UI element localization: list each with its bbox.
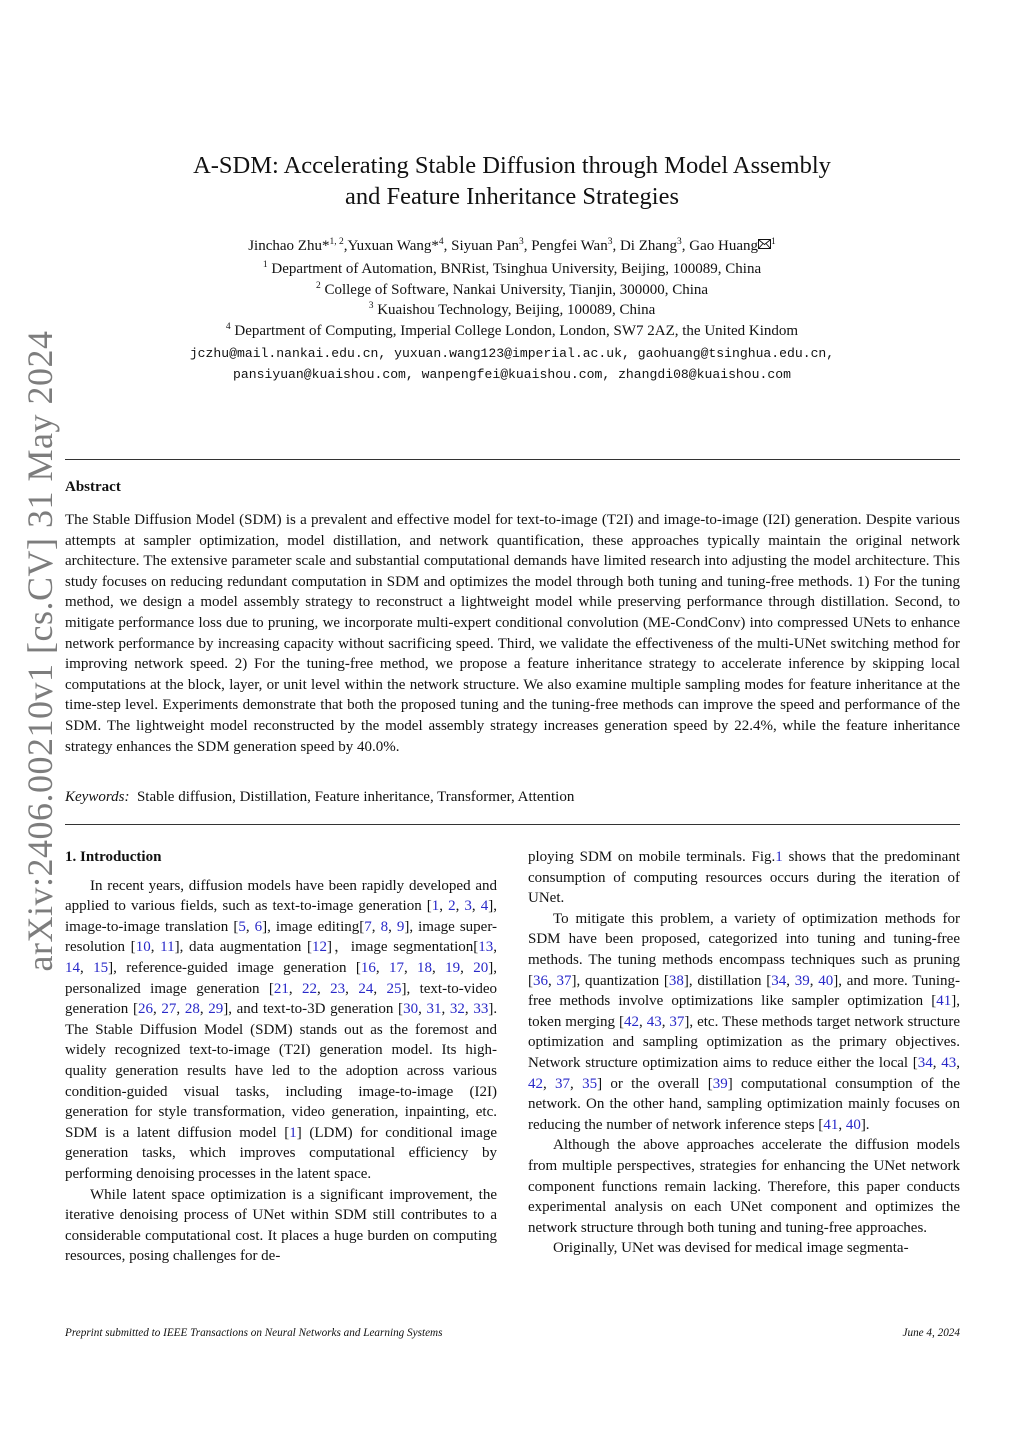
citation-link[interactable]: 3 (464, 898, 472, 915)
citation-link[interactable]: 42 (623, 1013, 639, 1030)
citation-link[interactable]: 23 (330, 980, 346, 997)
intro-paragraph-1: In recent years, diffusion models have been rapidly developed and applied to various fields, such as text-to-image generation [1, 2, 3, 4], image-to-image translation [5, 6], image editing[7, 8, 9], image super-resolution [10, 11], data augmentation [12]，image segmentation[13, 14, 15], reference-guided image generation [16, 17, 18, 19, 20], personalized image generation [21, 22, 23, 24, 25], text-to-video generation [26, 27, 28, 29], and text-to-3D generation [30, 31, 32, 33]. The Stable Diffusion Model (SDM) stands out as the foremost and widely recognized text-to-image (T2I) generation model. Its high-quality generation results have led to the adoption across various condition-guided visual tasks, including image-to-image (I2I) generation for style transformation, video generation, inpainting, etc. SDM is a latent diffusion model [1] (LDM) for conditional image generation tasks, which improves computational efficiency by performing denoising processes in the latent space. (65, 877, 498, 1182)
citation-link[interactable]: 39 (794, 972, 810, 989)
email-list-line-1: jczhu@mail.nankai.edu.cn, yuxuan.wang123@imperial.ac.uk, gaohuang@tsinghua.edu.cn, (189, 346, 835, 361)
citation-link[interactable]: 34 (917, 1054, 933, 1071)
citation-link[interactable]: 42 (528, 1075, 543, 1092)
citation-link[interactable]: 11 (160, 939, 175, 956)
arxiv-identifier-stamp: arXiv:2406.00210v1 [cs.CV] 31 May 2024 (20, 330, 60, 972)
citation-link[interactable]: 41 (936, 993, 952, 1010)
citation-link[interactable]: 38 (668, 972, 684, 989)
intro-paragraph-4: Although the above approaches accelerate the diffusion models from multiple perspectives, strategies for enhancing the UNet network component functions remain lacking. Therefore, this paper conducts experimental analysis on each UNet component and optimizes the network structure through both tuning and tuning-free approaches. (528, 1137, 960, 1236)
citation-link[interactable]: 1 (289, 1124, 297, 1141)
affil-text: Department of Computing, Imperial College London, London, SW7 2AZ, the United Kindom (230, 323, 799, 339)
keywords-label: Keywords: (65, 789, 130, 805)
title-line-2: and Feature Inheritance Strategies (344, 183, 679, 210)
footer-date: June 4, 2024 (902, 1327, 960, 1339)
author-name: Jinchao Zhu* (248, 238, 330, 254)
citation-link[interactable]: 39 (712, 1075, 728, 1092)
citation-link[interactable]: 43 (646, 1013, 662, 1030)
author-affil-sup: 4 (438, 237, 444, 247)
citation-link[interactable]: 19 (445, 959, 461, 976)
abstract-heading: Abstract (65, 479, 121, 495)
left-column (65, 847, 497, 1267)
affil-text: Kuaishou Technology, Beijing, 100089, China (373, 302, 656, 318)
citation-link[interactable]: 7 (364, 918, 372, 935)
citation-link[interactable]: 29 (208, 1001, 224, 1018)
citation-link[interactable]: 25 (386, 980, 402, 997)
citation-link[interactable]: 26 (137, 1001, 153, 1018)
author-name: , Siyuan Pan (443, 238, 520, 254)
citation-link[interactable]: 6 (254, 918, 263, 935)
author-name: ,Yuxuan Wang* (343, 238, 439, 254)
envelope-icon (758, 239, 771, 249)
citation-link[interactable]: 18 (417, 959, 433, 976)
citation-link[interactable]: 17 (388, 959, 404, 976)
citation-link[interactable]: 9 (396, 918, 405, 935)
citation-link[interactable]: 15 (93, 959, 109, 976)
author-name: , Pengfei Wan (523, 238, 608, 254)
email-list-line-2: pansiyuan@kuaishou.com, wanpengfei@kuaishou.com, zhangdi08@kuaishou.com (233, 367, 791, 382)
citation-link[interactable]: 14 (65, 959, 80, 976)
citation-link[interactable]: 5 (238, 918, 246, 935)
author-list (100, 238, 924, 255)
affiliation-3 (100, 302, 924, 319)
citation-link[interactable]: 22 (302, 980, 318, 997)
citation-link[interactable]: 8 (380, 918, 389, 935)
paper-title (100, 150, 924, 212)
top-divider (65, 459, 960, 460)
section-heading: 1. Introduction (65, 849, 162, 865)
affil-text: College of Software, Nankai University, Tianjin, 300000, China (320, 282, 709, 298)
citation-link[interactable]: 43 (941, 1054, 957, 1071)
citation-link[interactable]: 40 (818, 972, 834, 989)
citation-link[interactable]: 35 (582, 1075, 598, 1092)
citation-link[interactable]: 36 (533, 972, 548, 989)
citation-link[interactable]: 40 (845, 1116, 861, 1133)
footer-submission-note: Preprint submitted to IEEE Transactions on Neural Networks and Learning Systems (65, 1327, 443, 1339)
p2-continued-text: ploying SDM on mobile terminals. (528, 849, 746, 865)
abstract-text: The Stable Diffusion Model (SDM) is a prevalent and effective model for text-to-image (T2I) and image-to-image (I2I) generation. Despite various attempts at sampler optimization, model distillation, and network quantification, these approaches typically maintain the original network architecture. The extensive parameter scale and substantial computational demands have limited research into adjusting the model architecture. This study focuses on reducing redundant computation in SDM and optimizes the model through both tuning and tuning-free methods. 1) For the tuning method, we design a model assembly strategy to reconstruct a lightweight model while preserving performance through distillation. Second, to mitigate performance loss due to pruning, we incorporate multi-expert conditional convolution (ME-CondConv) into compressed UNets to enhance network performance by increasing capacity without sacrificing speed. Third, we validate the effectiveness of the multi-UNet switching method for improving network speed. 2) For the tuning-free method, we propose a feature inheritance strategy to accelerate inference by skipping local computations at the block, layer, or unit level within the network structure. We also examine multiple sampling modes for feature inheritance at the time-step level. Experiments demonstrate that both the proposed tuning and the tuning-free methods can improve the speed and performance of the SDM. The lightweight model reconstructed by the model assembly strategy increases generation speed by 22.4%, while the feature inheritance strategy enhances the SDM generation speed by 40.0%. (65, 512, 960, 755)
citation-link[interactable]: 37 (556, 972, 572, 989)
affiliation-4 (100, 323, 924, 340)
citation-link[interactable]: 24 (358, 980, 374, 997)
right-column (528, 847, 960, 1259)
citation-link[interactable]: 37 (555, 1075, 571, 1092)
author-affil-sup: 3 (519, 237, 524, 247)
affil-number: 3 (368, 301, 374, 311)
intro-paragraph-5: Originally, UNet was devised for medical image segmenta- (553, 1240, 909, 1257)
citation-link[interactable]: 32 (449, 1001, 465, 1018)
author-affil-sup: 3 (677, 237, 682, 247)
citation-link[interactable]: 33 (473, 1001, 489, 1018)
intro-paragraph-3: To mitigate this problem, a variety of optimization methods for SDM have been proposed, categorized into tuning and tuning-free methods. The tuning methods encompass techniques such as pruning [36, 37], quantization [38], distillation [34, 39, 40], and more. Tuning-free methods involve optimizations like sampler optimization [41], token merging [42, 43, 37], etc. These methods target network structure optimization and sampling optimization as the primary objectives. Network structure optimization aims to reduce either the local [34, 43, 42, 37, 35] or the overall [39] computational consumption of the network. On the other hand, sampling optimization mainly focuses on reducing the number of network inference steps [41, 40]. (528, 910, 961, 1133)
title-line-1: A-SDM: Accelerating Stable Diffusion through Model Assembly (193, 152, 831, 179)
citation-link[interactable]: 4 (480, 898, 489, 915)
figure-ref-label: Fig. (751, 849, 776, 865)
figure-link[interactable]: 1 (775, 849, 783, 865)
citation-link[interactable]: 10 (135, 939, 151, 956)
author-name: , Gao Huang (681, 238, 759, 254)
keywords-text: Stable diffusion, Distillation, Feature inheritance, Transformer, Attention (136, 789, 575, 805)
affil-number: 2 (315, 281, 321, 291)
citation-link[interactable]: 27 (161, 1001, 177, 1018)
citation-link[interactable]: 2 (448, 898, 456, 915)
affil-number: 4 (225, 322, 231, 332)
citation-link[interactable]: 20 (473, 959, 489, 976)
citation-link[interactable]: 21 (273, 980, 289, 997)
citation-link[interactable]: 31 (426, 1001, 442, 1018)
citation-link[interactable]: 1 (431, 898, 440, 915)
citation-link[interactable]: 12 (312, 939, 328, 956)
intro-paragraph-2-continued: ploying SDM on mobile terminals. Fig.1 shows that the predominant consumption of computing resources occurs during the iteration of UNet. (528, 849, 961, 907)
citation-link[interactable]: 41 (823, 1116, 839, 1133)
affil-text: Department of Automation, BNRist, Tsinghua University, Beijing, 100089, China (267, 261, 762, 277)
author-name: , Di Zhang (612, 238, 678, 254)
keywords (65, 789, 574, 806)
affiliation-1 (100, 261, 924, 278)
citation-link[interactable]: 28 (184, 1001, 200, 1018)
citation-link[interactable]: 30 (403, 1001, 419, 1018)
author-affil-sup: 3 (607, 237, 613, 247)
author-affil-sup: 1, 2 (329, 237, 344, 247)
bottom-divider (65, 824, 960, 825)
citation-link[interactable]: 16 (360, 959, 376, 976)
citation-link[interactable]: 37 (669, 1013, 685, 1030)
affiliation-2 (100, 282, 924, 299)
affil-number: 1 (262, 260, 268, 270)
author-affil-sup: 1 (771, 237, 776, 247)
citation-link[interactable]: 34 (771, 972, 787, 989)
citation-link[interactable]: 13 (478, 939, 494, 956)
intro-paragraph-2: While latent space optimization is a significant improvement, the iterative denoising process of UNet within SDM still contributes to a considerable computational cost. It places a huge burden on computing resources, posing challenges for de- (65, 1186, 497, 1265)
